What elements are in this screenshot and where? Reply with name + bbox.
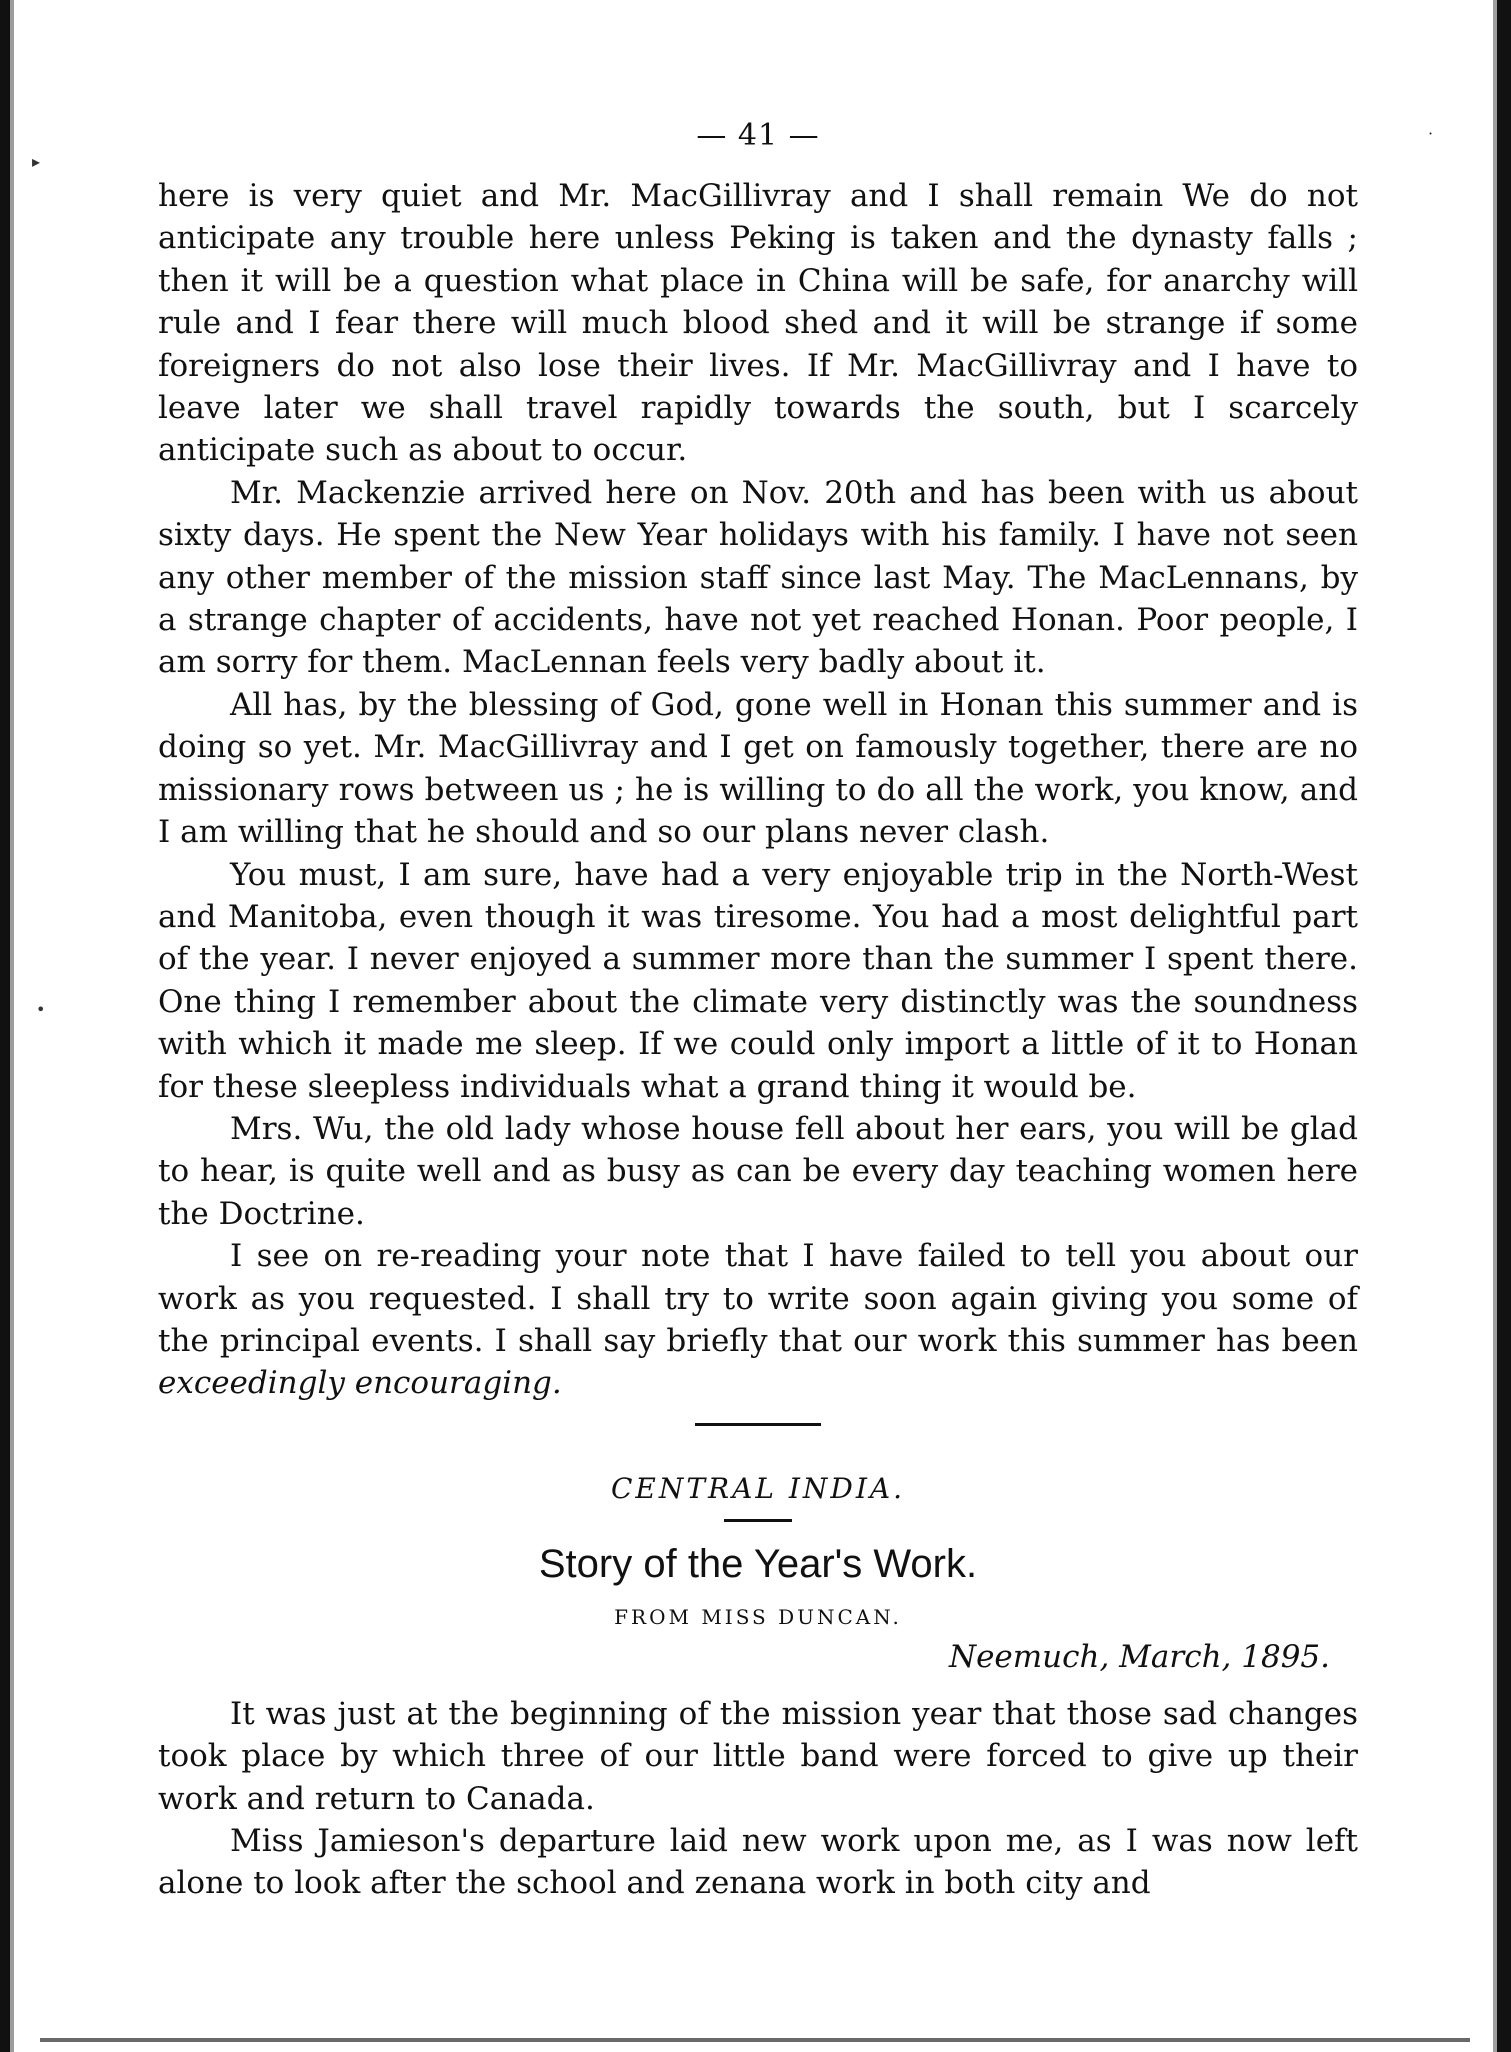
scan-right-edge-shadow <box>1493 0 1497 2052</box>
scan-right-edge <box>1497 0 1511 2052</box>
closing-text: I see on re-reading your note that I have failed to tell you about our work as you requested. I shall try to write soon again giving you some of the principal events. I shall say briefly that our work this summer has been <box>158 1238 1358 1359</box>
page-number: — 41 — <box>696 118 820 153</box>
report-paragraph-1: It was just at the beginning of the mission year that those sad changes took place by which three of our little band were forced to give up their work and return to Canada. <box>158 1695 1358 1817</box>
letter-closing-paragraph <box>158 1235 1358 1405</box>
scan-bottom-edge <box>40 2038 1470 2042</box>
section-heading: CENTRAL INDIA. <box>610 1471 906 1505</box>
scan-left-edge-shadow <box>10 0 14 2052</box>
scan-left-edge <box>0 0 10 2052</box>
heading-underline <box>724 1519 792 1522</box>
report-paragraph-2: Miss Jamieson's departure laid new work upon me, as I was now left alone to look after the school and zenana work in both city and <box>158 1823 1358 1902</box>
scan-speck: • <box>36 1000 46 1019</box>
section-divider <box>695 1423 821 1426</box>
letter-paragraph-5: Mrs. Wu, the old lady whose house fell about her ears, you will be glad to hear, is quite well and as busy as can be every day teaching women here the Doctrine. <box>158 1110 1358 1232</box>
document-page <box>158 118 1358 1905</box>
letter-paragraph-4: You must, I am sure, have had a very enjoyable trip in the North-West and Manitoba, even though it was tiresome. You had a most delightful part of the year. I never enjoyed a summer more than the summer I spent there. One thing I remember about the climate very distinctly was the soundness with which it made me sleep. If we could only import a little of it to Honan for these sleepless individuals what a grand thing it would be. <box>158 856 1358 1105</box>
letter-paragraph-1: here is very quiet and Mr. MacGillivray and I shall remain We do not anticipate any trouble here unless Peking is taken and the dynasty falls ; then it will be a question what place in China will be safe, for anarchy will rule and I fear there will much blood shed and it will be strange if some foreigners do not also lose their lives. If Mr. MacGillivray and I have to leave later we shall travel rapidly towards the south, but I scarcely anticipate such as about to occur. <box>158 178 1358 469</box>
letter-body <box>158 175 1358 1405</box>
letter-paragraph-2: Mr. Mackenzie arrived here on Nov. 20th and has been with us about sixty days. He spent the New Year holidays with his family. I have not seen any other member of the mission staff since last May. The MacLennans, by a strange chapter of accidents, have not yet reached Honan. Poor people, I am sorry for them. MacLennan feels very badly about it. <box>158 474 1358 681</box>
scan-speck: · <box>1428 124 1434 143</box>
scan-speck: ▸ <box>32 152 41 171</box>
letter-paragraph-3: All has, by the blessing of God, gone well in Honan this summer and is doing so yet. Mr. MacGillivray and I get on famously together, there are no missionary rows between us ; he is willing to do all the work, you know, and I am willing that he should and so our plans never clash. <box>158 686 1358 851</box>
dateline: Neemuch, March, 1895. <box>948 1638 1330 1675</box>
closing-italic-text: exceedingly encouraging. <box>158 1365 562 1402</box>
author-line: FROM MISS DUNCAN. <box>614 1604 902 1629</box>
story-title: Story of the Year's Work. <box>538 1541 978 1586</box>
report-body <box>158 1693 1358 1905</box>
